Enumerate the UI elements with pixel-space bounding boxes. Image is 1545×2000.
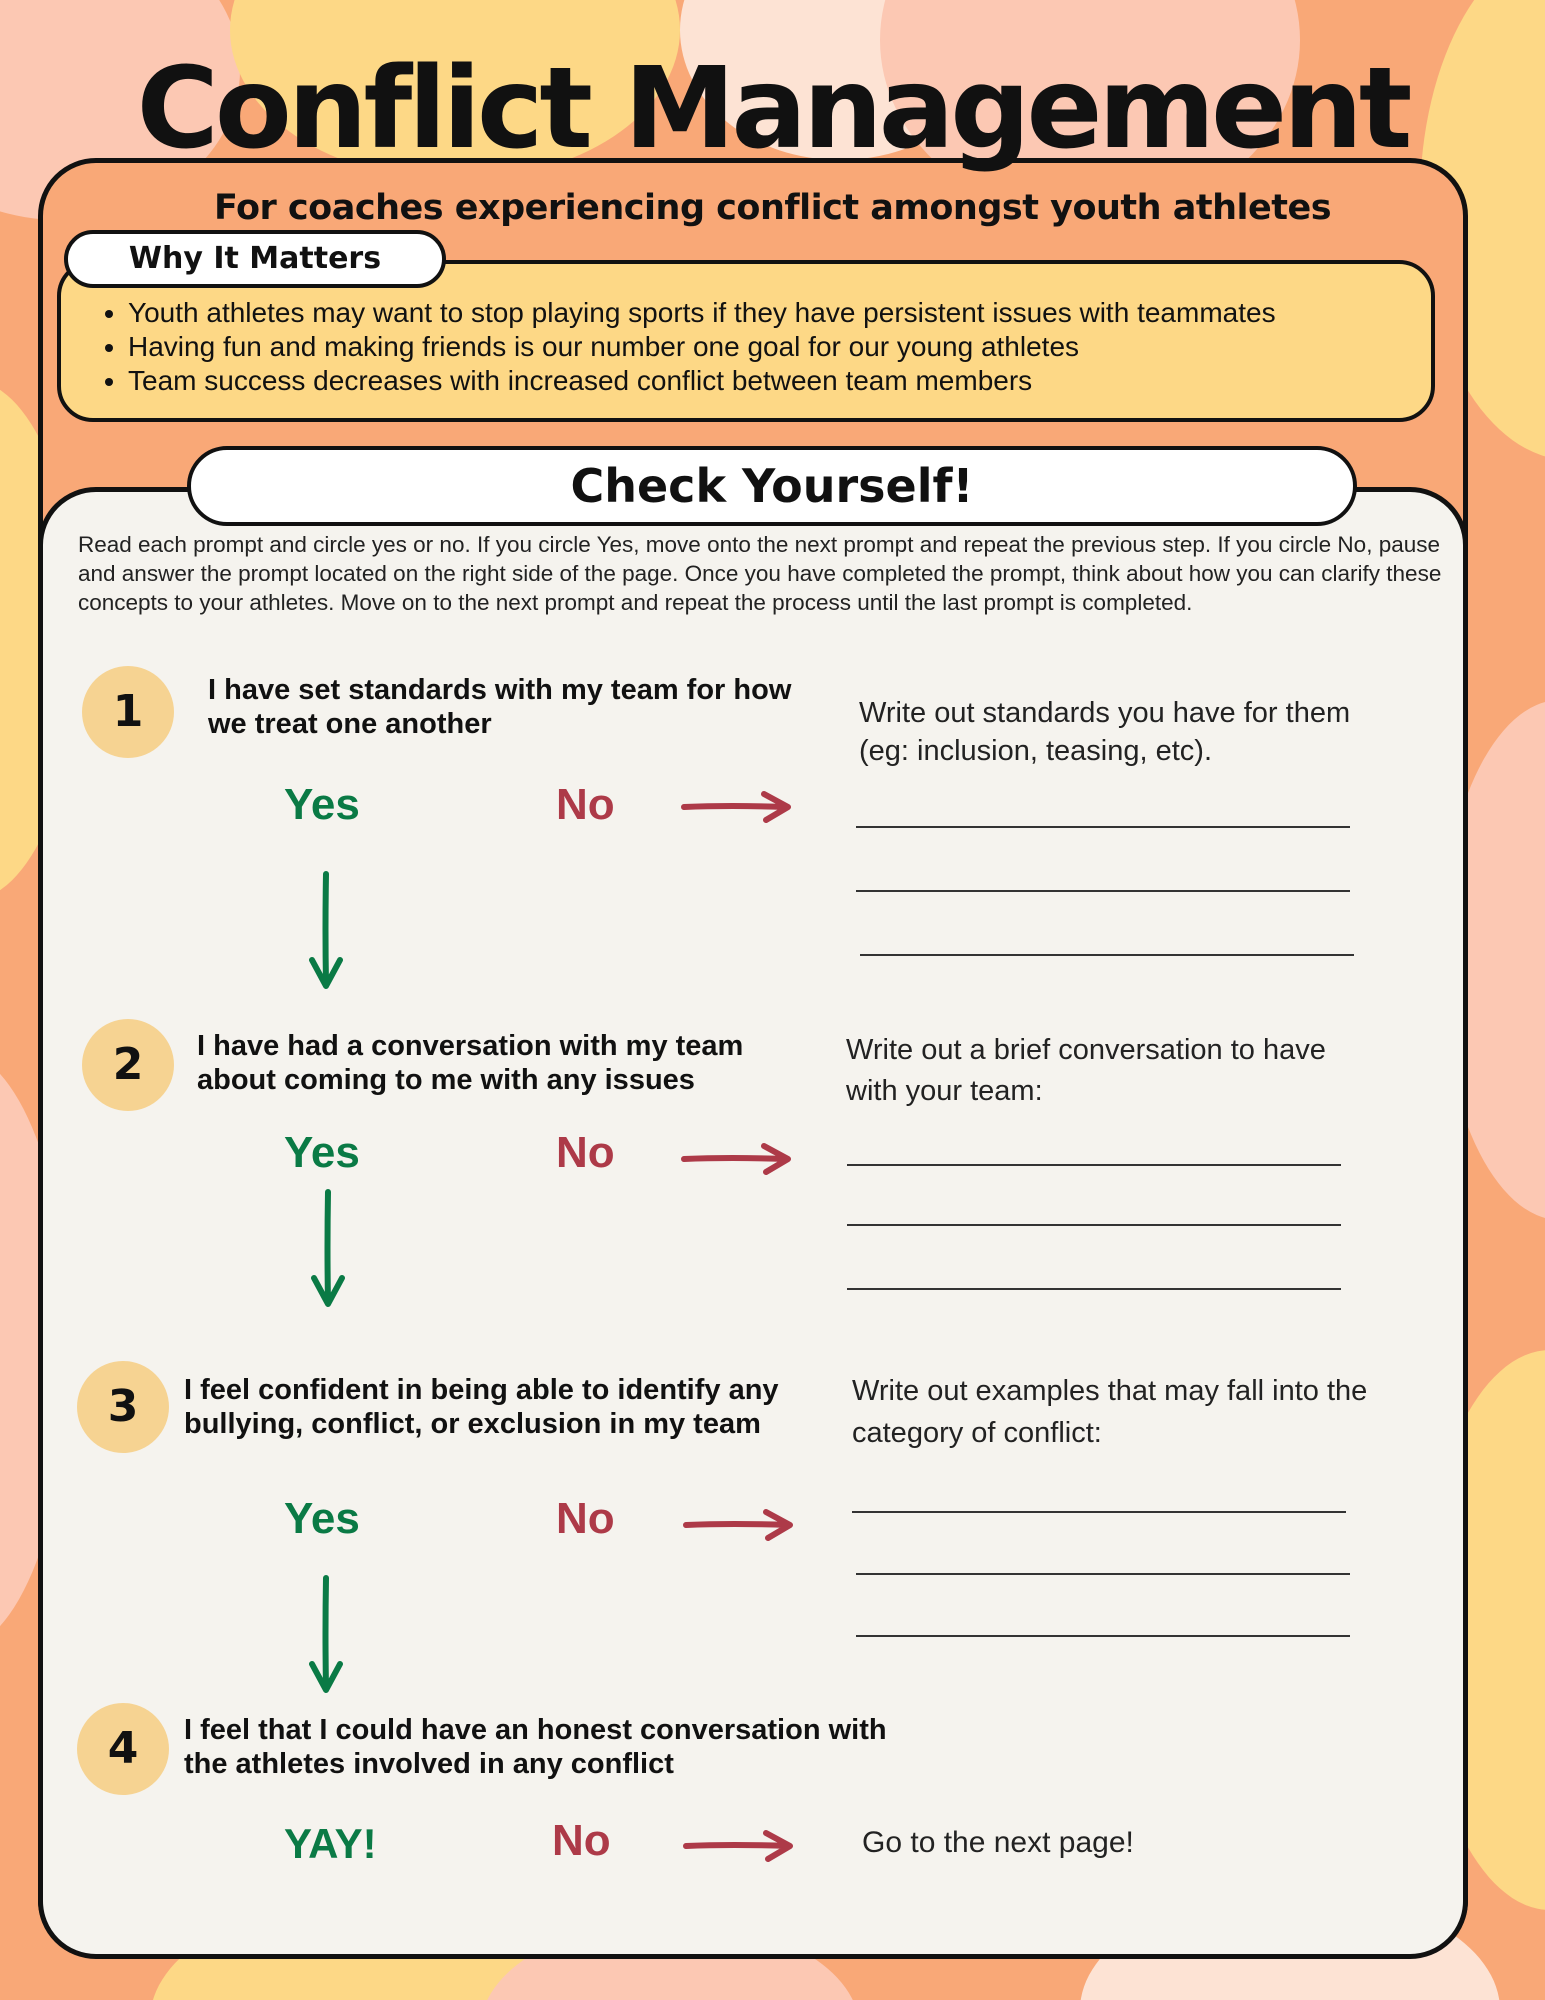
prompt-2-yes[interactable]: Yes [284,1128,360,1177]
right-arrow-icon [680,1142,794,1176]
page-subtitle: For coaches experiencing conflict amongst youth athletes [213,188,1332,228]
prompt-3-text: I feel confident in being able to identify any bullying, conflict, or exclusion in my team [184,1374,779,1440]
prompt-4-yay[interactable]: YAY! [284,1820,377,1867]
prompt-1-no[interactable]: No [556,780,615,829]
page-title: Conflict Management [136,44,1409,174]
answer-line[interactable] [847,1288,1341,1290]
prompt-4-side-instruction: Go to the next page! [862,1826,1134,1859]
answer-line[interactable] [856,1635,1350,1637]
answer-line[interactable] [856,1573,1350,1575]
prompt-4-text: I feel that I could have an honest conversation with the athletes involved in any conflict [184,1714,887,1780]
why-it-matters-heading: Why It Matters [64,230,446,288]
prompt-1-yes[interactable]: Yes [284,780,360,829]
answer-line[interactable] [860,954,1354,956]
prompt-1-side-instruction: Write out standards you have for them (eg: inclusion, teasing, etc). [859,697,1351,767]
why-bullet: • Youth athletes may want to stop playing sports if they have persistent issues with teammates [128,296,1276,330]
prompt-1-text: I have set standards with my team for how we treat one another [208,674,792,740]
prompt-number-2: 2 [82,1019,174,1111]
check-yourself-heading: Check Yourself! [187,446,1357,526]
instructions-text: Read each prompt and circle yes or no. If you circle Yes, move onto the next prompt and repeat the previous step. If you circle No, pause and answer the prompt located on the right side of the page. Once you have completed the prompt, think about how you can clarify these concepts to your athletes. Move on to the next prompt and repeat the process until the last prompt is completed. [78,532,1442,615]
down-arrow-icon [306,1188,350,1310]
down-arrow-icon [304,1574,348,1696]
answer-line[interactable] [856,890,1350,892]
answer-line[interactable] [856,826,1350,828]
prompt-number-3: 3 [77,1361,169,1453]
prompt-3-yes[interactable]: Yes [284,1494,360,1543]
why-it-matters-list [92,296,1276,398]
right-arrow-icon [680,790,794,824]
prompt-2-text: I have had a conversation with my team about coming to me with any issues [197,1030,744,1096]
why-bullet: • Team success decreases with increased conflict between team members [128,364,1276,398]
prompt-3-no[interactable]: No [556,1494,615,1543]
answer-line[interactable] [847,1164,1341,1166]
why-bullet: • Having fun and making friends is our number one goal for our young athletes [128,330,1276,364]
answer-line[interactable] [847,1224,1341,1226]
prompt-2-side-instruction: Write out a brief conversation to have with your team: [846,1034,1326,1107]
prompt-number-4: 4 [77,1703,169,1795]
prompt-3-side-instruction: Write out examples that may fall into the category of conflict: [852,1375,1368,1449]
down-arrow-icon [304,870,348,992]
prompt-number-1: 1 [82,666,174,758]
right-arrow-icon [682,1829,796,1863]
prompt-2-no[interactable]: No [556,1128,615,1177]
right-arrow-icon [682,1508,796,1542]
prompt-4-no[interactable]: No [552,1816,611,1865]
answer-line[interactable] [852,1511,1346,1513]
